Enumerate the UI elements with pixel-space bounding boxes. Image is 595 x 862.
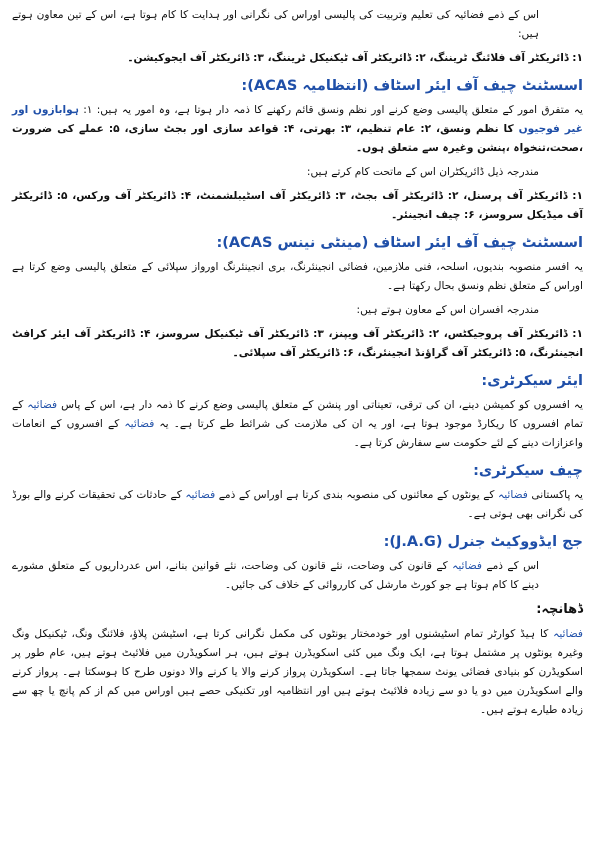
acas-admin-paragraph: [12, 101, 583, 158]
chief-secretary-text-a: یہ پاکستانی: [527, 489, 583, 501]
structure-heading: ڈھانچہ:: [536, 602, 583, 617]
chief-secretary-word-2: فضائیہ: [185, 489, 216, 501]
acas-admin-highlight: ہوابازوں اور غیر فوجیوں: [12, 104, 583, 135]
chief-secretary-word-1: فضائیہ: [498, 489, 528, 501]
air-secretary-word-1: فضائیہ: [27, 399, 58, 411]
acas-admin-subtitle: مندرجہ ذیل ڈائریکٹران اس کے ماتحت کام کرتے ہیں:: [306, 166, 539, 178]
structure-word-1: فضائیہ: [553, 628, 583, 640]
jag-word-1: فضائیہ: [452, 560, 482, 572]
acas-maint-paragraph: یہ افسر منصوبہ بندیوں، اسلحہ، فنی ملازمین، فضائی انجینئرنگ، بری انجینئرنگ اورواز سپلائی کے متعلق پالیسی وضع کرتا ہے اوراس کے متعلق نظم ونسق بحال رکھتا ہے۔: [12, 261, 583, 292]
acas-maint-heading: اسسٹنٹ چیف آف ایئر اسٹاف (مینٹی نینس ACAS):: [216, 235, 583, 251]
air-secretary-text-a: یہ افسروں کو کمیشن دینے، ان کی ترقی، تعیناتی اور پنشن کے متعلق پالیسی وضع کرنے کا ذمہ دار ہے، اس کے پاس: [57, 399, 583, 411]
acas-maint-directors-list: ۱: ڈائریکٹر آف پروجیکٹس، ۲: ڈائریکٹر آف ویپنز، ۳: ڈائریکٹر آف ٹیکنیکل سروسز، ۴: ڈائریکٹر آف ایئر کرافٹ انجینئرنگ، ۵: ڈائریکٹر آف گراؤنڈ انجینئرنگ، ۶: ڈائریکٹر آف سپلائی۔: [12, 328, 583, 359]
chief-secretary-text-b: کے یونٹوں کے معائنوں کی منصوبہ بندی کرتا ہے اوراس کے ذمے: [215, 489, 499, 501]
chief-secretary-text-c: کے حادثات کی تحقیقات کرنے والے بورڈ کی نگرانی بھی ہوتی ہے۔: [12, 489, 583, 520]
air-secretary-heading: ایئر سیکرٹری:: [481, 373, 583, 389]
acas-admin-text-c: کا نظم ونسق، ۲: عام تنظیم، ۳: بھرتی، ۴: قواعد سازی اور بجٹ سازی، ۵: عملے کی ضرورت ،صحت،تنخواہ ،پنشن وغیرہ سے متعلق ہوں۔: [12, 123, 583, 154]
structure-paragraph: [12, 625, 583, 720]
acas-maint-subtitle: مندرجہ افسران اس کے معاون ہوتے ہیں:: [356, 304, 539, 316]
jag-text-b: کے قانون کی وضاحت، نئے قانون کی وضاحت، نئے قوانین بنانے، اس عدرداریوں کے متعلق مشورے دینے کا کام ہوتا ہے جو کورٹ مارشل کی کارروائی کے خلاف کی جائیں۔: [12, 560, 539, 591]
acas-admin-heading: اسسٹنٹ چیف آف ایئر اسٹاف (انتظامیہ ACAS):: [241, 78, 583, 94]
training-directors-list: ۱: ڈائریکٹر آف فلائنگ ٹریننگ، ۲: ڈائریکٹر آف ٹیکنیکل ٹریننگ، ۳: ڈائریکٹر آف ایجوکیشن۔: [127, 52, 583, 64]
structure-text-a: کا ہیڈ کوارٹر تمام اسٹیشنوں اور خودمختار یونٹوں کی مکمل نگرانی کرتا ہے، اسٹیشن پلاؤ، فلائنگ ونگ، ٹیکنیکل ونگ وغیرہ یونٹوں پر مشتمل ہوتا ہے، ایک ونگ میں کئی اسکویڈرن ہوتے ہیں، ہر اسکویڈرن میں فلائیٹ ہوتے ہیں، عام طور پر اسکویڈرن کو بنیادی فضائی یونٹ سمجھا جاتا ہے۔ اسکویڈرن پرواز کرنے والا یا کرنے والا دونوں طرح کا ہوسکتا ہے۔ پرواز کرنے والے اسکویڈرن میں دو یا دو سے زیادہ فلائیٹ ہوتے ہیں اور انتظامیہ اور تکنیکی حصے ہیں اوراس میں کم از کم پانچ یا چھ سے زیادہ طیارے ہوتے ہیں۔: [12, 628, 583, 716]
intro-paragraph: اس کے ذمے فضائیہ کی تعلیم وتربیت کی پالیسی اوراس کی نگرانی اور ہدایت کا کام ہوتا ہے، اس کے تین معاون ہوتے ہیں:: [12, 9, 539, 40]
chief-secretary-paragraph: [12, 486, 583, 524]
air-secretary-text-b: کے تمام افسروں کا ریکارڈ موجود ہوتا ہے، اور یہ ان کی ملازمت کی شرائط طے کرتا ہے۔ یہ: [12, 399, 584, 430]
chief-secretary-heading: چیف سیکرٹری:: [473, 463, 583, 479]
jag-paragraph: [12, 557, 583, 595]
air-secretary-paragraph: [12, 396, 583, 453]
jag-text-a: اس کے ذمے: [481, 560, 539, 572]
acas-admin-directors-list: ۱: ڈائریکٹر آف پرسنل، ۲: ڈائریکٹر آف بجٹ، ۳: ڈائریکٹر آف اسٹیبلشمنٹ، ۴: ڈائریکٹر آف ورکس، ۵: ڈائریکٹر آف میڈیکل سروسز، ۶: چیف انجینئر۔: [12, 190, 583, 221]
air-secretary-text-c: کے افسروں کے انعامات واعزازات دینے کے لئے حکومت سے سفارش کرتا ہے۔: [12, 418, 583, 449]
jag-heading: جج ایڈووکیٹ جنرل (J.A.G):: [383, 534, 583, 550]
acas-admin-text-a: یہ متفرق امور کے متعلق پالیسی وضع کرنے اور نظم ونسق قائم رکھنے کا ذمہ دار ہوتا ہے، وہ امور یہ ہیں: ۱:: [79, 104, 583, 116]
air-secretary-word-2: فضائیہ: [124, 418, 155, 430]
